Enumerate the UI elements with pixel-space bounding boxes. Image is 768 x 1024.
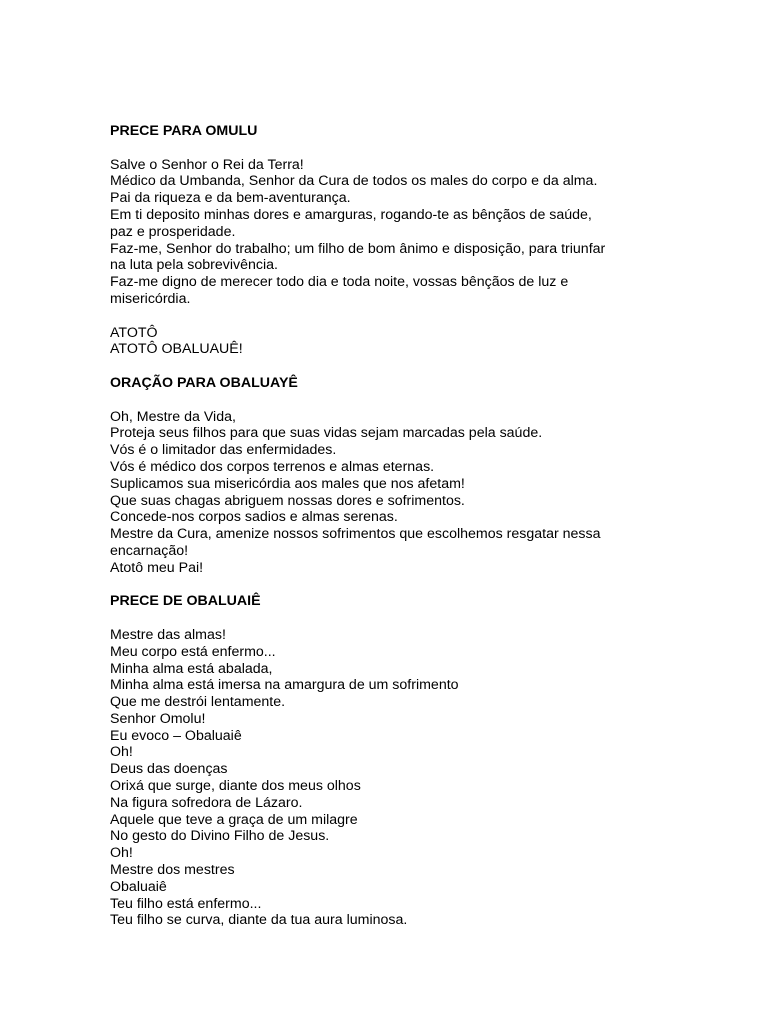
paragraph bbox=[110, 409, 750, 577]
section-title: ORAÇÃO PARA OBALUAYÊ bbox=[110, 374, 298, 391]
text-line: Teu filho se curva, diante da tua aura luminosa. bbox=[110, 912, 408, 929]
text-line: Oh, Mestre da Vida, bbox=[110, 408, 236, 425]
section-spacer bbox=[110, 577, 750, 594]
paragraph bbox=[110, 157, 750, 308]
section-prece-de-obaluaie bbox=[110, 593, 750, 929]
text-line: Salve o Senhor o Rei da Terra! bbox=[110, 156, 304, 173]
text-line: Que suas chagas abriguem nossas dores e sofrimentos. bbox=[110, 492, 465, 509]
text-line: Obaluaiê bbox=[110, 878, 167, 895]
section-title: PRECE PARA OMULU bbox=[110, 123, 258, 139]
text-line: Atotô meu Pai! bbox=[110, 559, 204, 576]
text-line: Em ti deposito minhas dores e amarguras, rogando-te as bênçãos de saúde, bbox=[110, 206, 592, 223]
text-line: Que me destrói lentamente. bbox=[110, 694, 286, 711]
text-line: ATOTÔ bbox=[110, 324, 158, 341]
section-spacer bbox=[110, 358, 750, 375]
text-line: Faz-me digno de merecer todo dia e toda noite, vossas bênçãos de luz e bbox=[110, 274, 569, 291]
text-line: Orixá que surge, diante dos meus olhos bbox=[110, 778, 361, 795]
paragraph-spacer bbox=[110, 308, 750, 325]
section-title: PRECE DE OBALUAIÊ bbox=[110, 593, 261, 610]
text-line: encarnação! bbox=[110, 542, 189, 559]
text-line: Concede-nos corpos sadios e almas serenas. bbox=[110, 509, 398, 526]
text-line: Faz-me, Senhor do trabalho; um filho de bom ânimo e disposição, para triunfar bbox=[110, 240, 606, 257]
text-line: Senhor Omolu! bbox=[110, 710, 206, 727]
section-prece-para-omulu bbox=[110, 123, 750, 375]
text-line: Minha alma está abalada, bbox=[110, 660, 273, 677]
text-line: Deus das doenças bbox=[110, 761, 228, 778]
text-line: Oh! bbox=[110, 744, 133, 761]
text-line: Teu filho está enfermo... bbox=[110, 895, 262, 912]
text-line: Mestre das almas! bbox=[110, 626, 226, 643]
text-line: Oh! bbox=[110, 845, 133, 862]
text-line: Aquele que teve a graça de um milagre bbox=[110, 811, 358, 828]
text-line: Meu corpo está enfermo... bbox=[110, 643, 276, 660]
text-line: paz e prosperidade. bbox=[110, 223, 236, 240]
text-line: Minha alma está imersa na amargura de um sofrimento bbox=[110, 677, 459, 694]
text-line: ATOTÔ OBALUAUÊ! bbox=[110, 341, 243, 358]
text-line: Na figura sofredora de Lázaro. bbox=[110, 794, 303, 811]
paragraph bbox=[110, 627, 750, 929]
text-line: Eu evoco – Obaluaiê bbox=[110, 727, 242, 744]
text-line: Mestre da Cura, amenize nossos sofrimentos que escolhemos resgatar nessa bbox=[110, 526, 601, 543]
text-line: na luta pela sobrevivência. bbox=[110, 257, 278, 274]
section-oracao-para-obaluaye bbox=[110, 375, 750, 593]
text-line: Médico da Umbanda, Senhor da Cura de todos os males do corpo e da alma. bbox=[110, 173, 598, 190]
text-line: Proteja seus filhos para que suas vidas sejam marcadas pela saúde. bbox=[110, 425, 543, 442]
text-line: Vós é médico dos corpos terrenos e almas eternas. bbox=[110, 458, 435, 475]
paragraph bbox=[110, 325, 750, 359]
text-line: misericórdia. bbox=[110, 290, 191, 307]
text-line: Mestre dos mestres bbox=[110, 862, 235, 879]
text-line: Pai da riqueza e da bem-aventurança. bbox=[110, 190, 351, 207]
text-line: No gesto do Divino Filho de Jesus. bbox=[110, 828, 330, 845]
document-page bbox=[110, 123, 750, 929]
text-line: Suplicamos sua misericórdia aos males que nos afetam! bbox=[110, 475, 465, 492]
text-line: Vós é o limitador das enfermidades. bbox=[110, 442, 337, 459]
